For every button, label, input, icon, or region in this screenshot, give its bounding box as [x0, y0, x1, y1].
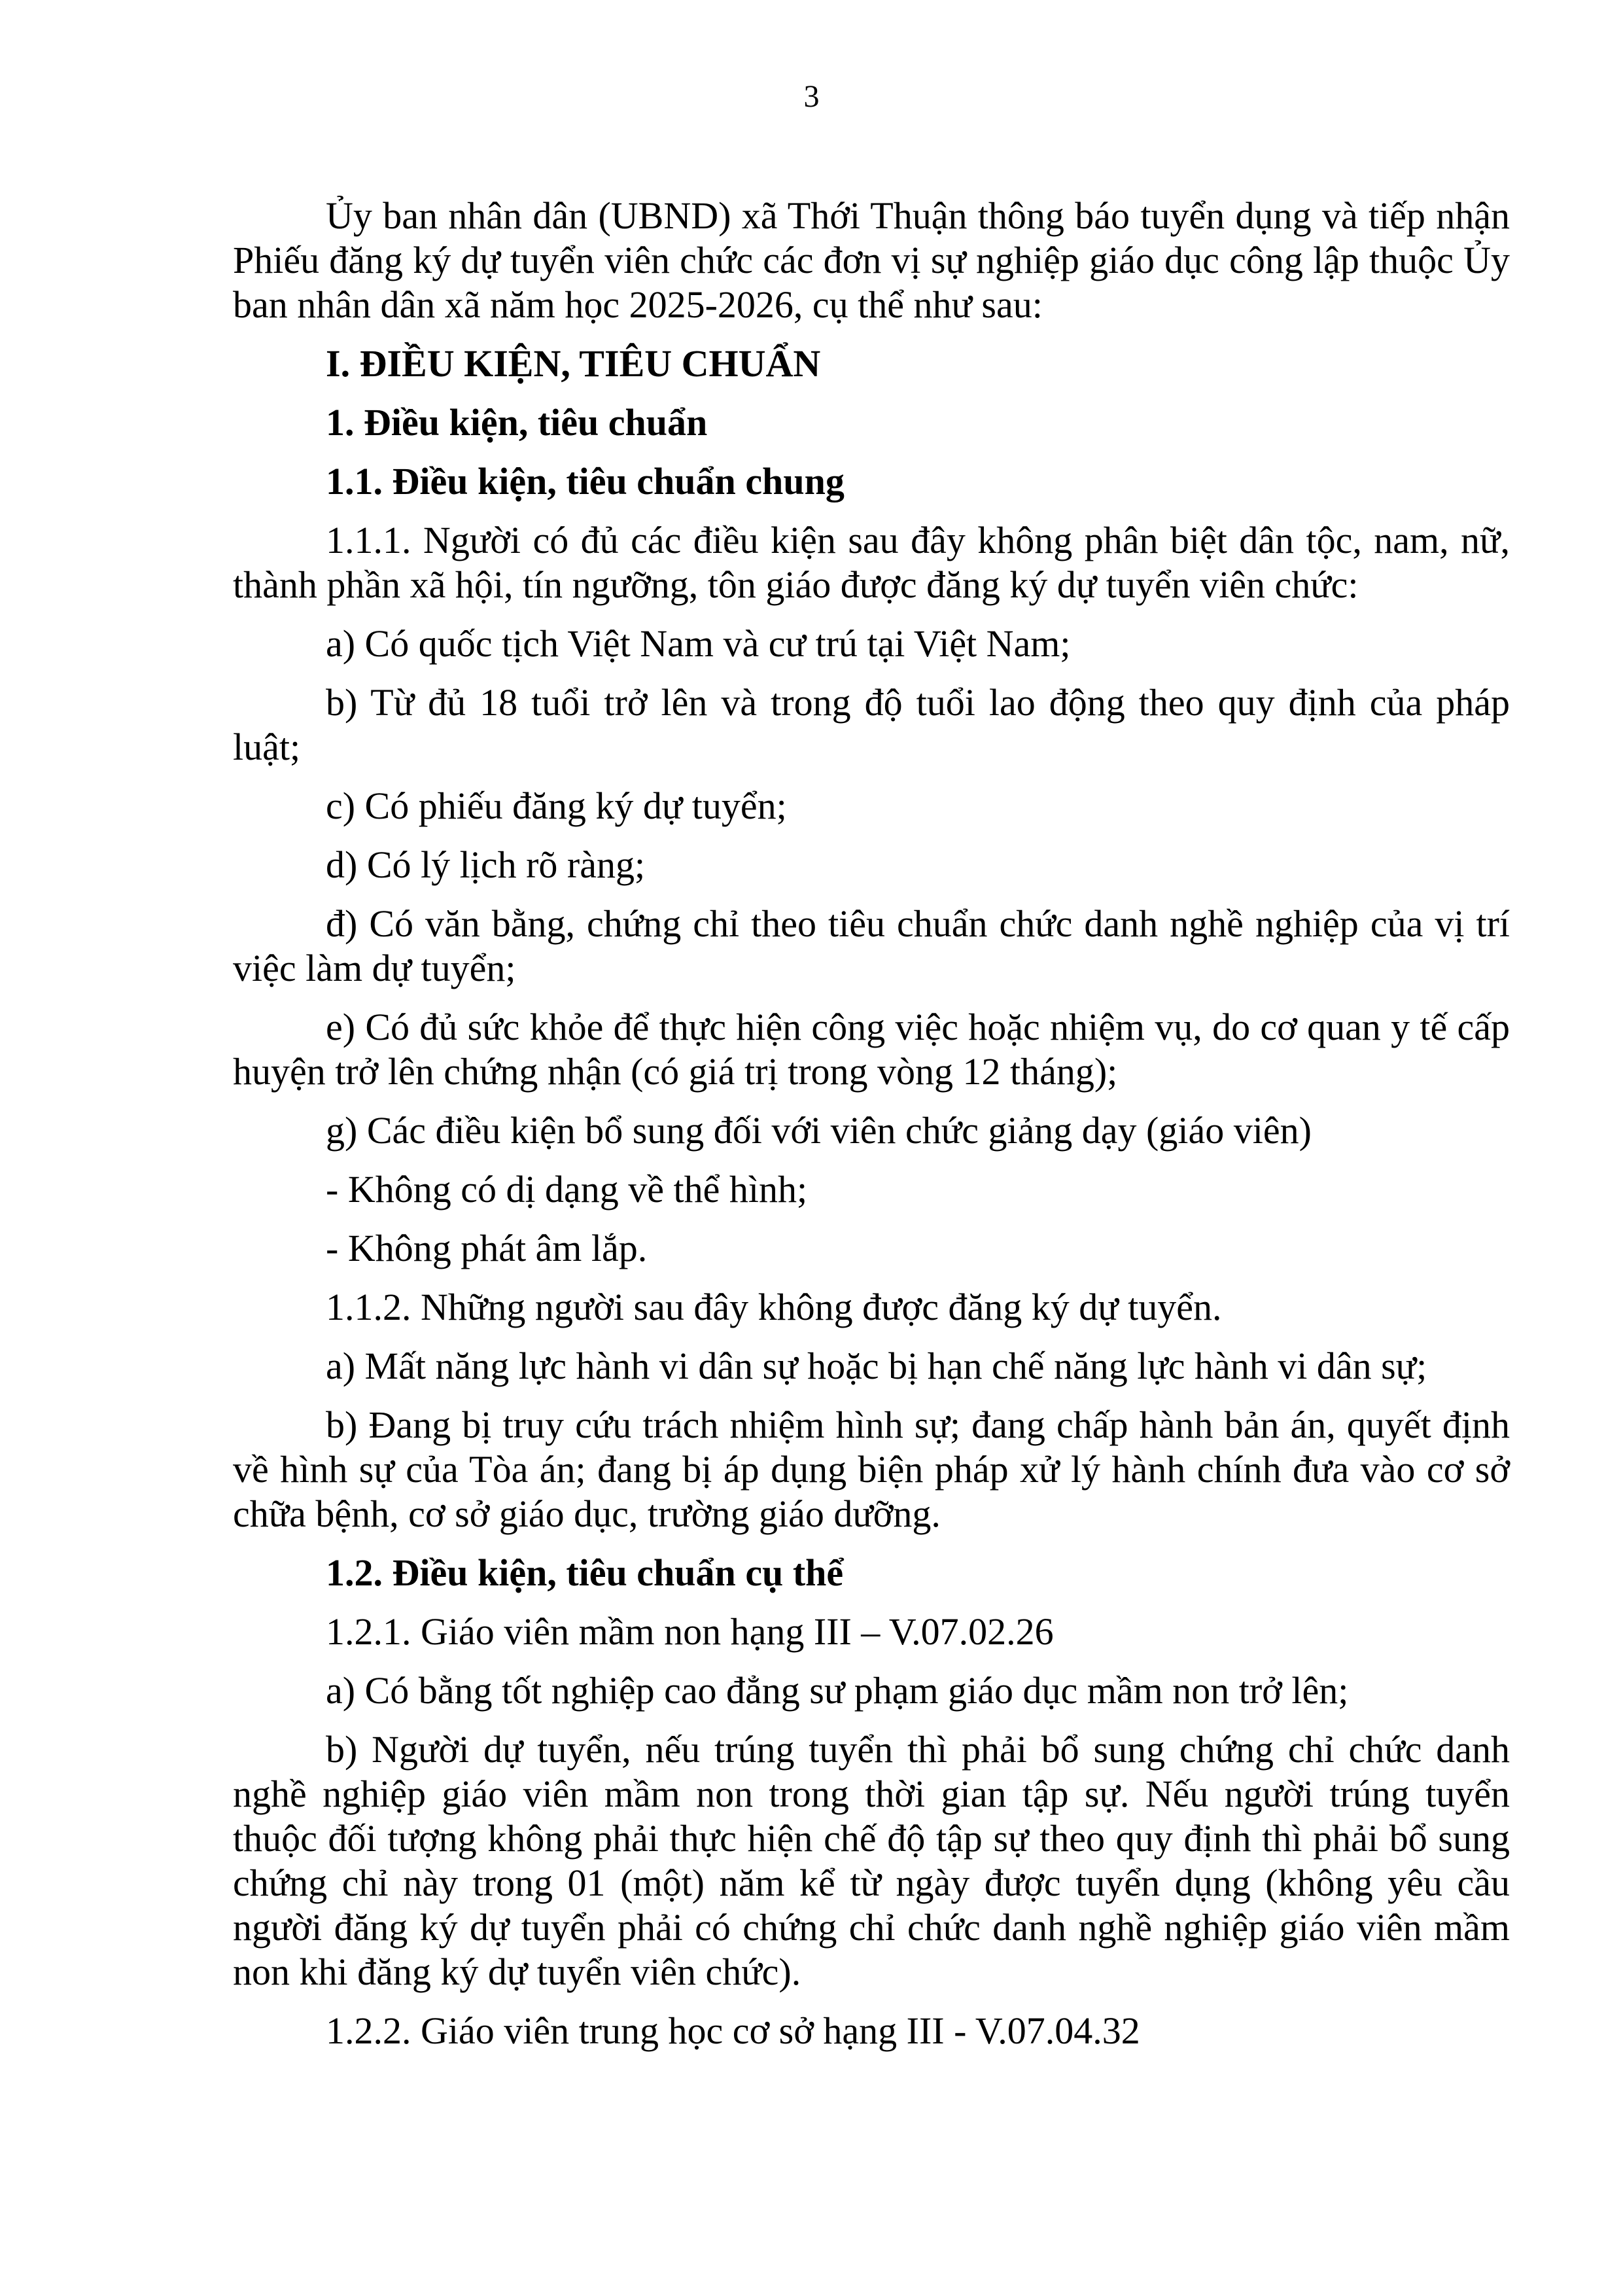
item-a-civil-capacity: a) Mất năng lực hành vi dân sự hoặc bị hạn chế năng lực hành vi dân sự;	[326, 1345, 1427, 1387]
item-d-background: d) Có lý lịch rõ ràng;	[326, 843, 646, 886]
item-dd-certificates: đ) Có văn bằng, chứng chỉ theo tiêu chuẩn chức danh nghề nghiệp của vị trí việc làm dự tuyển;	[233, 902, 1510, 989]
clause-1-1-2: 1.1.2. Những người sau đây không được đăng ký dự tuyển.	[326, 1286, 1222, 1328]
item-c-registration-form: c) Có phiếu đăng ký dự tuyển;	[326, 785, 787, 827]
clause-1-2-2: 1.2.2. Giáo viên trung học cơ sở hạng III - V.07.04.32	[326, 2009, 1140, 2052]
section-heading-conditions: I. ĐIỀU KIỆN, TIÊU CHUẨN	[326, 342, 821, 385]
item-b-age: b) Từ đủ 18 tuổi trở lên và trong độ tuổi lao động theo quy định của pháp luật;	[233, 681, 1510, 768]
clause-1-2-1: 1.2.1. Giáo viên mầm non hạng III – V.07.02.26	[326, 1610, 1054, 1653]
intro-paragraph: Ủy ban nhân dân (UBND) xã Thới Thuận thông báo tuyển dụng và tiếp nhận Phiếu đăng ký dự tuyển viên chức các đơn vị sự nghiệp giáo dục công lập thuộc Ủy ban nhân dân xã năm học 2025-2026, cụ thể như sau:	[233, 194, 1510, 326]
bullet-no-stutter: - Không phát âm lắp.	[326, 1227, 648, 1269]
item-a-nationality: a) Có quốc tịch Việt Nam và cư trú tại Việt Nam;	[326, 622, 1071, 665]
clause-1-1-1: 1.1.1. Người có đủ các điều kiện sau đây không phân biệt dân tộc, nam, nữ, thành phần xã hội, tín ngưỡng, tôn giáo được đăng ký dự tuyển viên chức:	[233, 519, 1510, 606]
document-body	[233, 194, 1510, 2053]
item-g-teacher-conditions: g) Các điều kiện bổ sung đối với viên chức giảng dạy (giáo viên)	[326, 1109, 1312, 1152]
subsection-heading-1: 1. Điều kiện, tiêu chuẩn	[326, 401, 708, 444]
subsection-heading-1-2: 1.2. Điều kiện, tiêu chuẩn cụ thể	[326, 1551, 844, 1594]
subsection-heading-1-1: 1.1. Điều kiện, tiêu chuẩn chung	[326, 460, 845, 503]
item-b-criminal: b) Đang bị truy cứu trách nhiệm hình sự; đang chấp hành bản án, quyết định về hình sự của Tòa án; đang bị áp dụng biện pháp xử lý hành chính đưa vào cơ sở chữa bệnh, cơ sở giáo dục, trường giáo dưỡng.	[233, 1404, 1510, 1535]
bullet-no-deformity: - Không có dị dạng về thể hình;	[326, 1168, 808, 1210]
page-number: 3	[803, 79, 820, 114]
item-b-certificate-supplement: b) Người dự tuyển, nếu trúng tuyển thì phải bổ sung chứng chỉ chức danh nghề nghiệp giáo viên mầm non trong thời gian tập sự. Nếu người trúng tuyển thuộc đối tượng không phải thực hiện chế độ tập sự theo quy định thì phải bổ sung chứng chỉ này trong 01 (một) năm kể từ ngày được tuyển dụng (không yêu cầu người đăng ký dự tuyển phải có chứng chỉ chức danh nghề nghiệp giáo viên mầm non khi đăng ký dự tuyển viên chức).	[233, 1728, 1510, 1993]
item-e-health: e) Có đủ sức khỏe để thực hiện công việc hoặc nhiệm vụ, do cơ quan y tế cấp huyện trở lên chứng nhận (có giá trị trong vòng 12 tháng);	[233, 1006, 1510, 1093]
item-a-degree: a) Có bằng tốt nghiệp cao đẳng sư phạm giáo dục mầm non trở lên;	[326, 1669, 1349, 1712]
